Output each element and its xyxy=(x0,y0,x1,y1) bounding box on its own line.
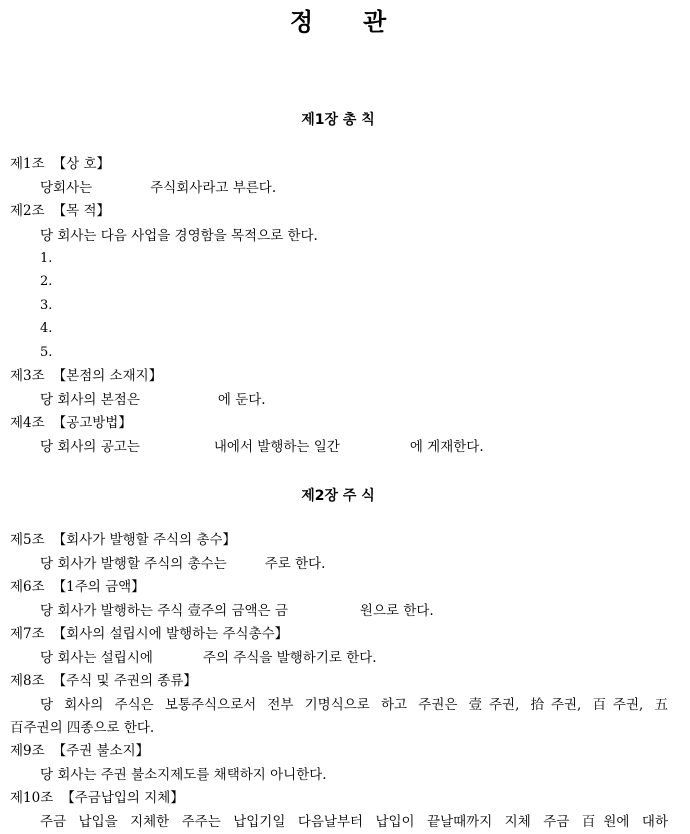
list-item: 4. xyxy=(40,321,53,336)
article-6-body: 당 회사가 발행하는 주식 壹주의 금액은 금 원으로 한다. xyxy=(40,603,434,619)
chapter-2-heading: 제2장 주 식 xyxy=(301,488,375,504)
article-8-body-line-2: 百주권의 四종으로 한다. xyxy=(10,720,155,736)
article-8-title: 제8조 【주식 및 주권의 종류】 xyxy=(10,673,197,689)
chapter-1-heading: 제1장 총 칙 xyxy=(301,112,375,128)
article-3-body: 당 회사의 본점은 에 둔다. xyxy=(40,392,266,408)
article-4-title: 제4조 【공고방법】 xyxy=(10,415,132,431)
article-8-body-line-1: 당 회사의 주식은 보통주식으로서 전부 기명식으로 하고 주권은 壹주권, 拾주권, 百주권, 五 xyxy=(40,697,668,713)
article-9-body: 당 회사는 주권 불소지제도를 채택하지 아니한다. xyxy=(40,767,327,783)
article-4-body: 당 회사의 공고는 내에서 발행하는 일간 에 게재한다. xyxy=(40,439,484,455)
list-item: 3. xyxy=(40,298,53,313)
article-3-title: 제3조 【본점의 소재지】 xyxy=(10,368,163,384)
list-item: 1. xyxy=(40,251,53,266)
article-2-title: 제2조 【목 적】 xyxy=(10,203,111,219)
article-5-title: 제5조 【회사가 발행할 주식의 총수】 xyxy=(10,532,236,548)
list-item: 2. xyxy=(40,274,53,289)
article-7-title: 제7조 【회사의 설립시에 발행하는 주식총수】 xyxy=(10,626,289,642)
article-5-body: 당 회사가 발행할 주식의 총수는 주로 한다. xyxy=(40,556,326,572)
article-2-body: 당 회사는 다음 사업을 경영함을 목적으로 한다. xyxy=(40,228,318,244)
article-7-body: 당 회사는 설립시에 주의 주식을 발행하기로 한다. xyxy=(40,650,377,666)
document-title: 정 관 xyxy=(289,8,387,36)
article-10-title: 제10조 【주금납입의 지체】 xyxy=(10,790,184,806)
article-10-body: 주금 납입을 지체한 주주는 납입기일 다음날부터 납입이 끝날때까지 지체 주금 百원에 대하 xyxy=(40,814,668,830)
list-item: 5. xyxy=(40,345,53,360)
article-9-title: 제9조 【주권 불소지】 xyxy=(10,743,150,759)
article-1-body: 당회사는 주식회사라고 부른다. xyxy=(40,180,277,196)
article-1-title: 제1조 【상 호】 xyxy=(10,156,111,172)
article-6-title: 제6조 【1주의 금액】 xyxy=(10,579,145,595)
